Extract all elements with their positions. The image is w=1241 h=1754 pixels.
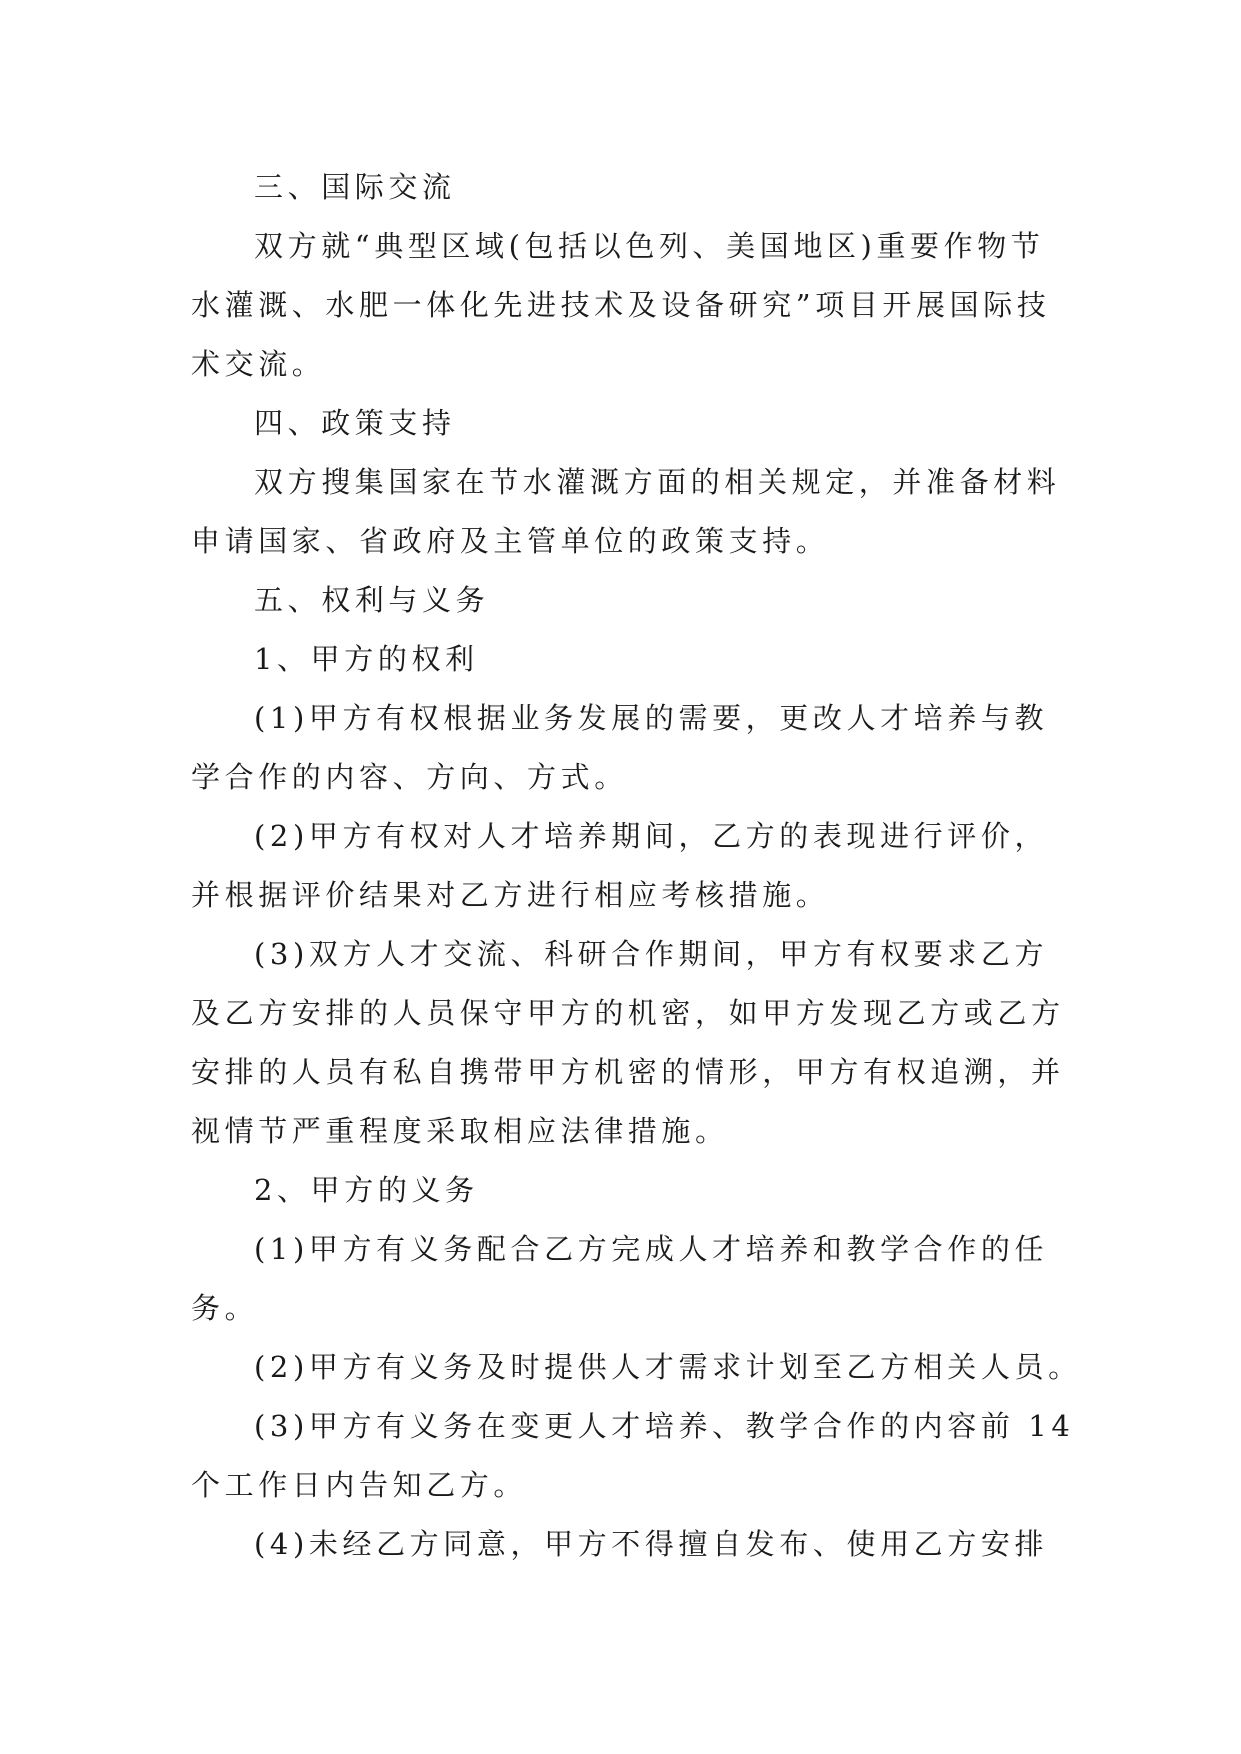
subsection-heading-party-a-rights: 1、甲方的权利 <box>254 642 479 676</box>
paragraph-line: 个工作日内告知乙方。 <box>191 1468 528 1502</box>
paragraph-line: 申请国家、省政府及主管单位的政策支持。 <box>191 524 830 558</box>
paragraph-line: 水灌溉、水肥一体化先进技术及设备研究”项目开展国际技 <box>191 288 1051 322</box>
subsection-heading-party-a-obligations: 2、甲方的义务 <box>254 1173 479 1207</box>
document-body <box>191 158 1082 1574</box>
paragraph-line: (1)甲方有权根据业务发展的需要，更改人才培养与教 <box>254 701 1049 735</box>
paragraph-line: (3)甲方有义务在变更人才培养、教学合作的内容前 14 <box>254 1409 1075 1443</box>
section-heading-policy-support: 四、政策支持 <box>254 406 456 440</box>
paragraph-line: 术交流。 <box>191 347 326 381</box>
paragraph-line: 双方就“典型区域(包括以色列、美国地区)重要作物节 <box>254 229 1045 263</box>
section-heading-rights-obligations: 五、权利与义务 <box>254 583 490 617</box>
paragraph-line: (2)甲方有权对人才培养期间，乙方的表现进行评价， <box>254 819 1049 853</box>
paragraph-line: (4)未经乙方同意，甲方不得擅自发布、使用乙方安排 <box>254 1527 1049 1561</box>
paragraph-line: 安排的人员有私自携带甲方机密的情形，甲方有权追溯，并 <box>191 1055 1065 1089</box>
paragraph-line: 双方搜集国家在节水灌溉方面的相关规定，并准备材料 <box>254 465 1061 499</box>
paragraph-line: 务。 <box>191 1291 259 1325</box>
paragraph-line: 学合作的内容、方向、方式。 <box>191 760 628 794</box>
paragraph-line: (3)双方人才交流、科研合作期间，甲方有权要求乙方 <box>254 937 1049 971</box>
paragraph-line: (2)甲方有义务及时提供人才需求计划至乙方相关人员。 <box>254 1350 1082 1384</box>
section-heading-international-exchange: 三、国际交流 <box>254 170 456 204</box>
paragraph-line: 并根据评价结果对乙方进行相应考核措施。 <box>191 878 830 912</box>
paragraph-line: 及乙方安排的人员保守甲方的机密，如甲方发现乙方或乙方 <box>191 996 1065 1030</box>
paragraph-line: 视情节严重程度采取相应法律措施。 <box>191 1114 729 1148</box>
paragraph-line: (1)甲方有义务配合乙方完成人才培养和教学合作的任 <box>254 1232 1049 1266</box>
